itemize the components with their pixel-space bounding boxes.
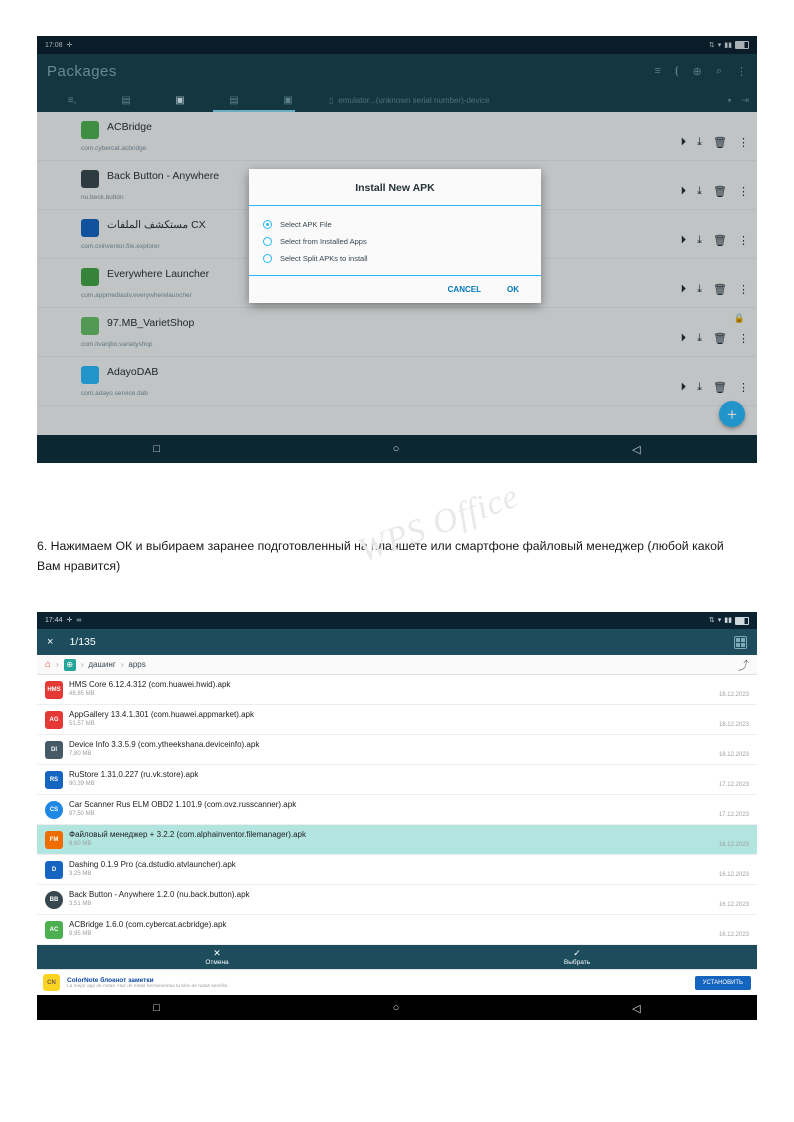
grid-view-icon[interactable]: [734, 636, 747, 649]
radio-label: Select Split APKs to install: [280, 254, 368, 263]
file-date: 16.12.2023: [718, 872, 749, 878]
radio-option-select-installed-apps[interactable]: [263, 233, 527, 250]
file-icon: AG: [45, 711, 63, 729]
file-size: 9,95 MB: [69, 931, 92, 937]
file-date: 18.12.2023: [718, 692, 749, 698]
android-navigation-bar: [37, 995, 757, 1020]
install-apk-dialog: [249, 169, 541, 303]
add-circle-icon[interactable]: ⊕: [692, 65, 702, 78]
breadcrumb-separator: ›: [56, 660, 59, 669]
ad-banner[interactable]: [37, 969, 757, 995]
delete-icon[interactable]: 🗑: [713, 333, 727, 345]
upload-icon[interactable]: ⤴: [738, 659, 749, 672]
file-name: Файловый менеджер + 3.2.2 (com.alphainventor.filemanager).apk: [69, 830, 306, 839]
share-icon[interactable]: ⦗: [674, 64, 679, 77]
check-icon: ✓: [573, 947, 581, 958]
download-icon[interactable]: ⤓: [697, 283, 703, 295]
phone-icon: ▯: [329, 95, 334, 105]
app-package: nu.beck.button: [81, 194, 124, 201]
sd-icon[interactable]: ⊕: [64, 659, 76, 671]
file-size: 90,39 MB: [69, 781, 95, 787]
list-item[interactable]: [37, 675, 757, 705]
app-package: com.cxinventor.file.explorer: [81, 243, 160, 250]
screenshot-file-manager: [37, 612, 757, 1020]
file-date: 17.12.2023: [718, 782, 749, 788]
watermark: WPS Office: [353, 477, 524, 570]
app-name: مستكشف الملفات CX: [107, 219, 206, 231]
tab-files[interactable]: ▤: [229, 94, 239, 106]
app-package: com.cybercat.acbridge: [81, 145, 147, 152]
bluetooth-icon: ✛: [66, 41, 73, 49]
run-icon[interactable]: ⏵: [680, 283, 687, 295]
run-icon[interactable]: ⏵: [680, 332, 687, 344]
file-name: RuStore 1.31.0.227 (ru.vk.store).apk: [69, 770, 199, 779]
file-date: 18.12.2023: [718, 722, 749, 728]
app-package: com.adayo.service.dab: [81, 390, 148, 397]
page-title: Packages: [47, 62, 117, 80]
signal-icon: ▮▮: [724, 617, 732, 624]
ok-button[interactable]: OK: [507, 285, 519, 294]
file-date: 18.12.2023: [718, 752, 749, 758]
vpn-icon: ⇅: [708, 41, 715, 49]
radio-label: Select from Installed Apps: [280, 237, 367, 246]
radio-label: Select APK File: [280, 220, 332, 229]
select-label: Выбрать: [563, 958, 591, 966]
run-icon[interactable]: ⏵: [680, 185, 687, 197]
file-size: 97,50 MB: [69, 811, 95, 817]
tab-apps[interactable]: ▤: [121, 94, 131, 106]
cancel-button[interactable]: CANCEL: [447, 285, 481, 294]
file-name: Car Scanner Rus ELM OBD2 1.101.9 (com.ovz.russcanner).apk: [69, 800, 297, 809]
overflow-icon[interactable]: ⋮: [738, 333, 749, 345]
file-name: AppGallery 13.4.1.301 (com.huawei.appmarket).apk: [69, 710, 254, 719]
list-item[interactable]: [37, 795, 757, 825]
breadcrumb-separator: ›: [80, 660, 84, 669]
download-icon[interactable]: ⤓: [697, 332, 703, 344]
square-icon[interactable]: □: [153, 1002, 161, 1014]
list-item[interactable]: [37, 885, 757, 915]
file-size: 3,25 MB: [69, 871, 92, 877]
breadcrumb-separator: ›: [120, 660, 124, 669]
chevron-down-icon[interactable]: ▾: [727, 95, 732, 105]
radio-icon[interactable]: [263, 254, 272, 263]
file-icon: HMS: [45, 681, 63, 699]
close-icon[interactable]: ×: [47, 636, 54, 648]
app-name: 97.MB_VarietShop: [107, 317, 195, 329]
selection-app-bar: [37, 629, 757, 655]
lock-icon: 🔒: [733, 313, 745, 323]
breadcrumb-item-apps[interactable]: apps: [128, 660, 146, 669]
radio-icon[interactable]: [263, 220, 272, 229]
home-icon[interactable]: ⌂: [45, 659, 52, 670]
radio-icon[interactable]: [263, 237, 272, 246]
circle-icon[interactable]: ○: [392, 443, 400, 455]
file-size: 51,57 MB: [69, 721, 95, 727]
app-name: Back Button - Anywhere: [107, 170, 220, 182]
close-icon: ✕: [213, 947, 221, 958]
list-item[interactable]: [37, 705, 757, 735]
selection-bottom-bar: [37, 945, 757, 969]
list-item[interactable]: [37, 915, 757, 945]
list-item[interactable]: [37, 765, 757, 795]
app-package: com.itvanjbo.varietyshop: [81, 341, 153, 348]
ad-subtitle: La mejor app de notas. Haz de estas herramientas tu bloc de notas sencillo.: [67, 983, 229, 989]
breadcrumb-item-dashing[interactable]: дашинг: [88, 660, 116, 669]
status-time: 17:44: [45, 617, 63, 624]
selection-count: 1/135: [69, 636, 96, 648]
file-date: 16.12.2023: [718, 932, 749, 938]
delete-icon[interactable]: 🗑: [713, 186, 727, 198]
wifi-icon: ▾: [717, 41, 722, 49]
vpn-icon: ∞: [76, 617, 82, 624]
file-icon: AC: [45, 921, 63, 939]
run-icon[interactable]: ⏵: [680, 136, 687, 148]
download-icon[interactable]: ⤓: [697, 136, 703, 148]
device-value: emulator...(unknown serial number)-device: [338, 95, 490, 105]
app-name: ACBridge: [107, 121, 152, 133]
run-icon[interactable]: ⏵: [680, 234, 687, 246]
overflow-icon[interactable]: ⋮: [738, 235, 749, 247]
status-bar: [37, 612, 757, 629]
tab-packages[interactable]: ▣: [175, 94, 185, 106]
triangle-back-icon[interactable]: ◁: [632, 1002, 641, 1015]
download-icon[interactable]: ⤓: [697, 234, 703, 246]
breadcrumb: [37, 655, 757, 675]
file-size: 48,85 MB: [69, 691, 95, 697]
overflow-icon[interactable]: ⋮: [738, 284, 749, 296]
tab-filter[interactable]: ≡,: [67, 94, 77, 106]
app-name: AdayoDAB: [107, 366, 159, 378]
list-item[interactable]: [37, 735, 757, 765]
file-name: HMS Core 6.12.4.312 (com.huawei.hwid).apk: [69, 680, 231, 689]
overflow-icon[interactable]: ⋮: [738, 382, 749, 394]
cancel-button[interactable]: [37, 945, 397, 969]
file-size: 7,80 MB: [69, 751, 92, 757]
delete-icon[interactable]: 🗑: [713, 137, 727, 149]
run-icon[interactable]: ⏵: [680, 381, 687, 393]
app-name: Everywhere Launcher: [107, 268, 210, 280]
cancel-label: Отмена: [205, 958, 229, 966]
list-item-selected[interactable]: [37, 825, 757, 855]
signal-icon: ▮▮: [724, 41, 732, 49]
bluetooth-icon: ✛: [66, 617, 73, 624]
file-date: 16.12.2023: [718, 842, 749, 848]
android-navigation-bar: [37, 435, 757, 463]
triangle-back-icon[interactable]: ◁: [632, 443, 641, 456]
file-date: 17.12.2023: [718, 812, 749, 818]
file-icon: RS: [45, 771, 63, 789]
delete-icon[interactable]: 🗑: [713, 235, 727, 247]
install-button[interactable]: УСТАНОВИТЬ: [695, 976, 751, 990]
file-date: 16.12.2023: [718, 902, 749, 908]
wifi-icon: ▾: [717, 617, 722, 624]
list-item[interactable]: [37, 855, 757, 885]
delete-icon[interactable]: 🗑: [713, 382, 727, 394]
file-icon: CS: [45, 801, 63, 819]
screenshot-packages-app: [37, 36, 757, 463]
file-size: 3,51 MB: [69, 901, 92, 907]
overflow-icon[interactable]: ⋮: [738, 186, 749, 198]
filter-icon[interactable]: ≡: [654, 65, 661, 77]
select-button[interactable]: [397, 945, 757, 969]
square-icon[interactable]: □: [153, 443, 161, 455]
file-icon: DI: [45, 741, 63, 759]
file-name: ACBridge 1.6.0 (com.cybercat.acbridge).apk: [69, 920, 227, 929]
add-fab-button[interactable]: +: [719, 401, 745, 427]
tab-camera[interactable]: ▣: [283, 94, 293, 106]
file-name: Dashing 0.1.9 Pro (ca.dstudio.atvlauncher).apk: [69, 860, 236, 869]
file-icon: D: [45, 861, 63, 879]
search-icon[interactable]: ⌕: [715, 64, 722, 77]
file-icon: FM: [45, 831, 63, 849]
file-icon: BB: [45, 891, 63, 909]
file-list: [37, 675, 757, 945]
overflow-icon[interactable]: ⋮: [738, 137, 749, 149]
circle-icon[interactable]: ○: [392, 1002, 400, 1014]
file-name: Back Button - Anywhere 1.2.0 (nu.back.button).apk: [69, 890, 250, 899]
radio-option-select-apk-file[interactable]: [263, 216, 527, 233]
dialog-title: Install New APK: [249, 169, 541, 206]
file-name: Device Info 3.3.5.9 (com.ytheekshana.deviceinfo).apk: [69, 740, 260, 749]
sync-icon: ⇅: [708, 617, 715, 624]
download-icon[interactable]: ⤓: [697, 381, 703, 393]
colornote-icon: CN: [43, 974, 60, 991]
download-icon[interactable]: ⤓: [697, 185, 703, 197]
instruction-paragraph: 6. Нажимаем ОК и выбираем заранее подготовленный на планшете или смартфоне файловый менеджер (любой какой Вам нравится): [37, 539, 724, 573]
dialog-body: [249, 206, 541, 275]
battery-icon: [735, 617, 749, 625]
ad-title: ColorNote блокнот заметки: [67, 976, 154, 984]
file-size: 8,60 MB: [69, 841, 92, 847]
status-time: 17:08: [45, 41, 63, 49]
app-package: com.appmediastv.everywherelauncher: [81, 292, 192, 299]
radio-option-select-split-apks[interactable]: [263, 250, 527, 267]
overflow-icon[interactable]: ⋮: [736, 65, 747, 78]
exit-icon[interactable]: ⇥: [741, 94, 749, 105]
delete-icon[interactable]: 🗑: [713, 284, 727, 296]
